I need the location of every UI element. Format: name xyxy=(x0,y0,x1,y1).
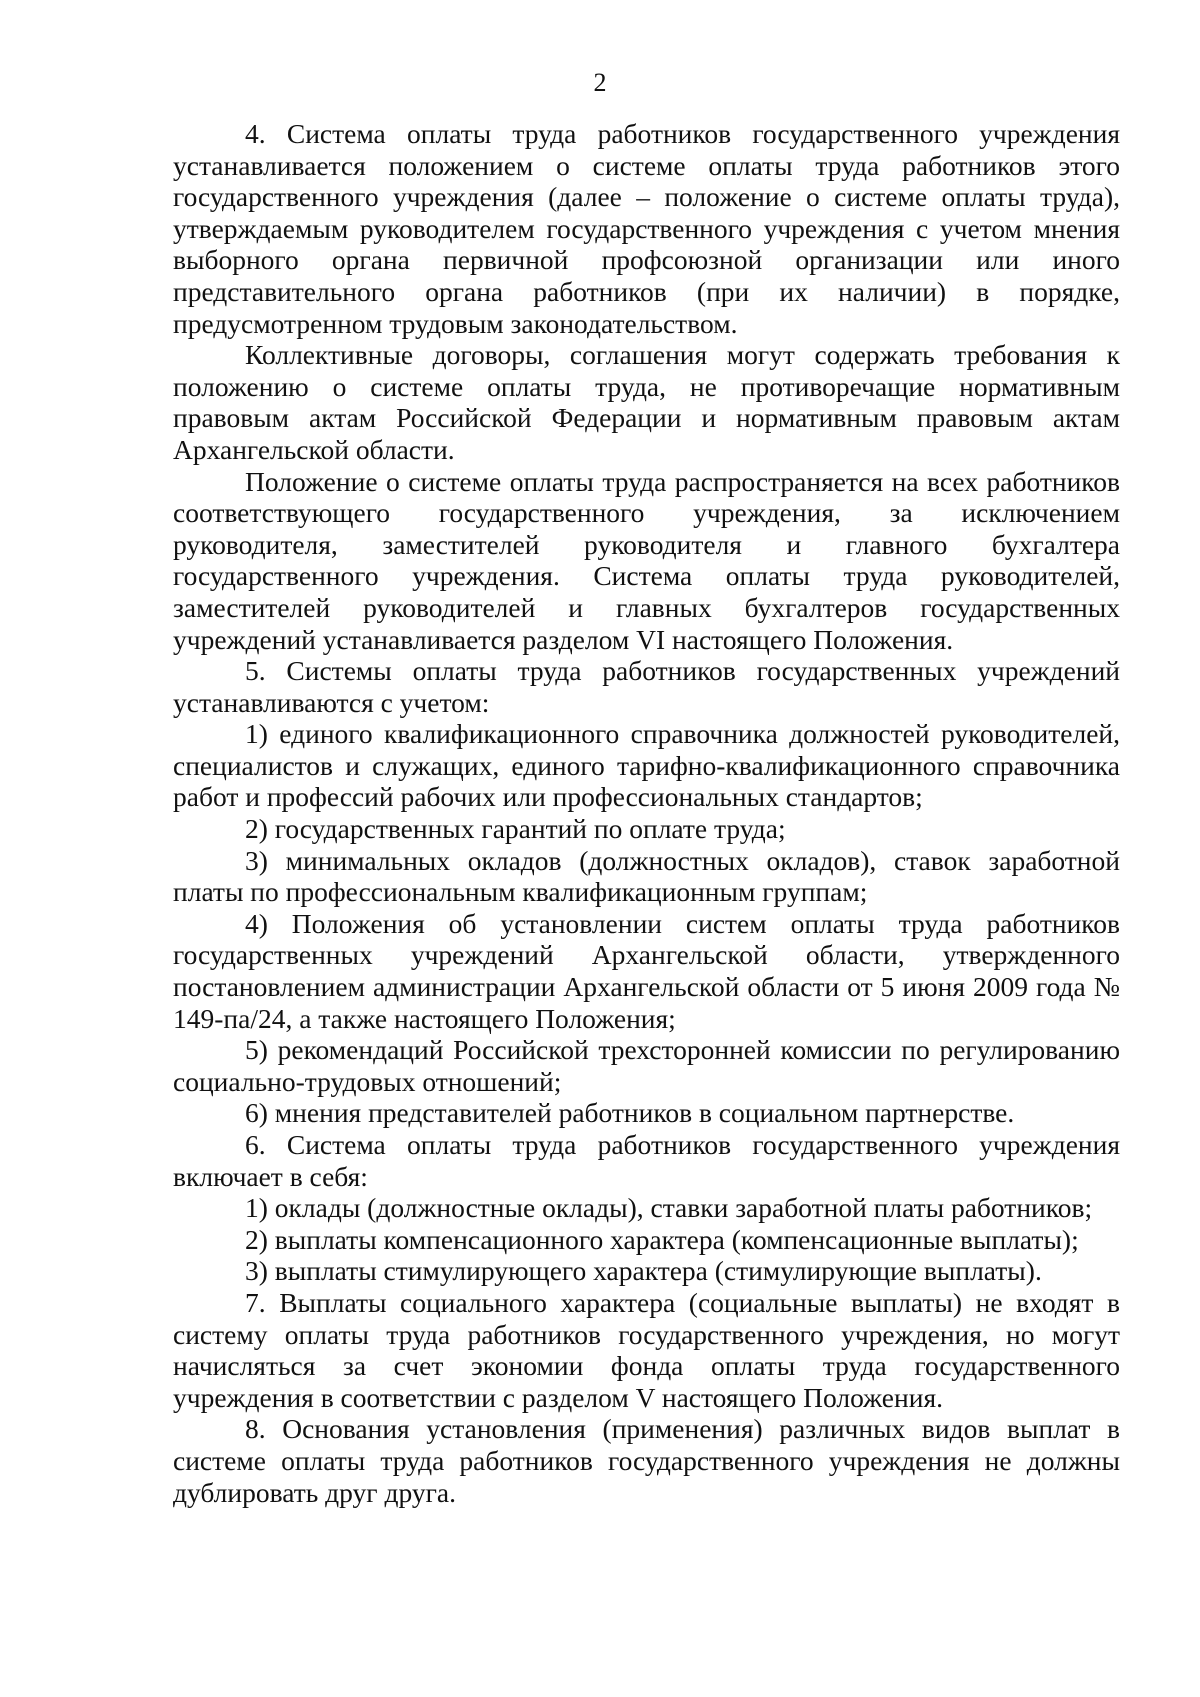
paragraph-collective-agreements: Коллективные договоры, соглашения могут содержать требования к положению о системе оплаты труда, не противоречащие нормативным правовым актам Российской Федерации и нормативным правовым актам Архангельской области. xyxy=(173,339,1120,465)
list-item-6-2: 2) выплаты компенсационного характера (компенсационные выплаты); xyxy=(245,1223,1079,1255)
list-item-5-5: 5) рекомендаций Российской трехсторонней комиссии по регулированию социально-трудовых отношений; xyxy=(173,1034,1120,1097)
page-number: 2 xyxy=(593,68,607,97)
list-item-5-6: 6) мнения представителей работников в социальном партнерстве. xyxy=(245,1097,1015,1129)
paragraph-regulation-scope: Положение о системе оплаты труда распространяется на всех работников соответствующего государственного учреждения, за исключением руководителя, заместителей руководителя и главного бухгалтера государственного учреждения. Система оплаты труда руководителей, заместителей руководителей и главных бухгалтеров государственных учреждений устанавливается разделом VI настоящего Положения. xyxy=(173,465,1120,655)
list-item-5-1: 1) единого квалификационного справочника должностей руководителей, специалистов и служащих, единого тарифно-квалификационного справочника работ и профессий рабочих или профессиональных стандартов; xyxy=(173,718,1120,813)
document-body xyxy=(173,118,1120,1508)
paragraph-8-grounds-for-payments: 8. Основания установления (применения) различных видов выплат в системе оплаты труда работников государственного учреждения не должны дублировать друг друга. xyxy=(173,1413,1120,1508)
list-item-6-3: 3) выплаты стимулирующего характера (стимулирующие выплаты). xyxy=(245,1255,1042,1287)
paragraph-4-system-of-pay: 4. Система оплаты труда работников государственного учреждения устанавливается положением о системе оплаты труда работников этого государственного учреждения (далее – положение о системе оплаты труда), утверждаемым руководителем государственного учреждения с учетом мнения выборного органа первичной профсоюзной организации или иного представительного органа работников (при их наличии) в порядке, предусмотренном трудовым законодательством. xyxy=(173,118,1120,339)
paragraph-5-systems-of-pay: 5. Системы оплаты труда работников государственных учреждений устанавливаются с учетом: xyxy=(173,655,1120,718)
list-item-5-4: 4) Положения об установлении систем оплаты труда работников государственных учреждений Архангельской области, утвержденного постановлением администрации Архангельской области от 5 июня 2009 года № 149-па/24, а также настоящего Положения; xyxy=(173,907,1120,1034)
list-item-6-1: 1) оклады (должностные оклады), ставки заработной платы работников; xyxy=(245,1192,1093,1224)
list-item-5-3: 3) минимальных окладов (должностных окладов), ставок заработной платы по профессиональным квалификационным группам; xyxy=(173,844,1120,908)
list-item-5-2: 2) государственных гарантий по оплате труда; xyxy=(245,813,786,845)
paragraph-6-pay-components: 6. Система оплаты труда работников государственного учреждения включает в себя: xyxy=(173,1129,1120,1192)
paragraph-7-social-payments: 7. Выплаты социального характера (социальные выплаты) не входят в систему оплаты труда работников государственного учреждения, но могут начисляться за счет экономии фонда оплаты труда государственного учреждения в соответствии с разделом V настоящего Положения. xyxy=(173,1286,1120,1413)
